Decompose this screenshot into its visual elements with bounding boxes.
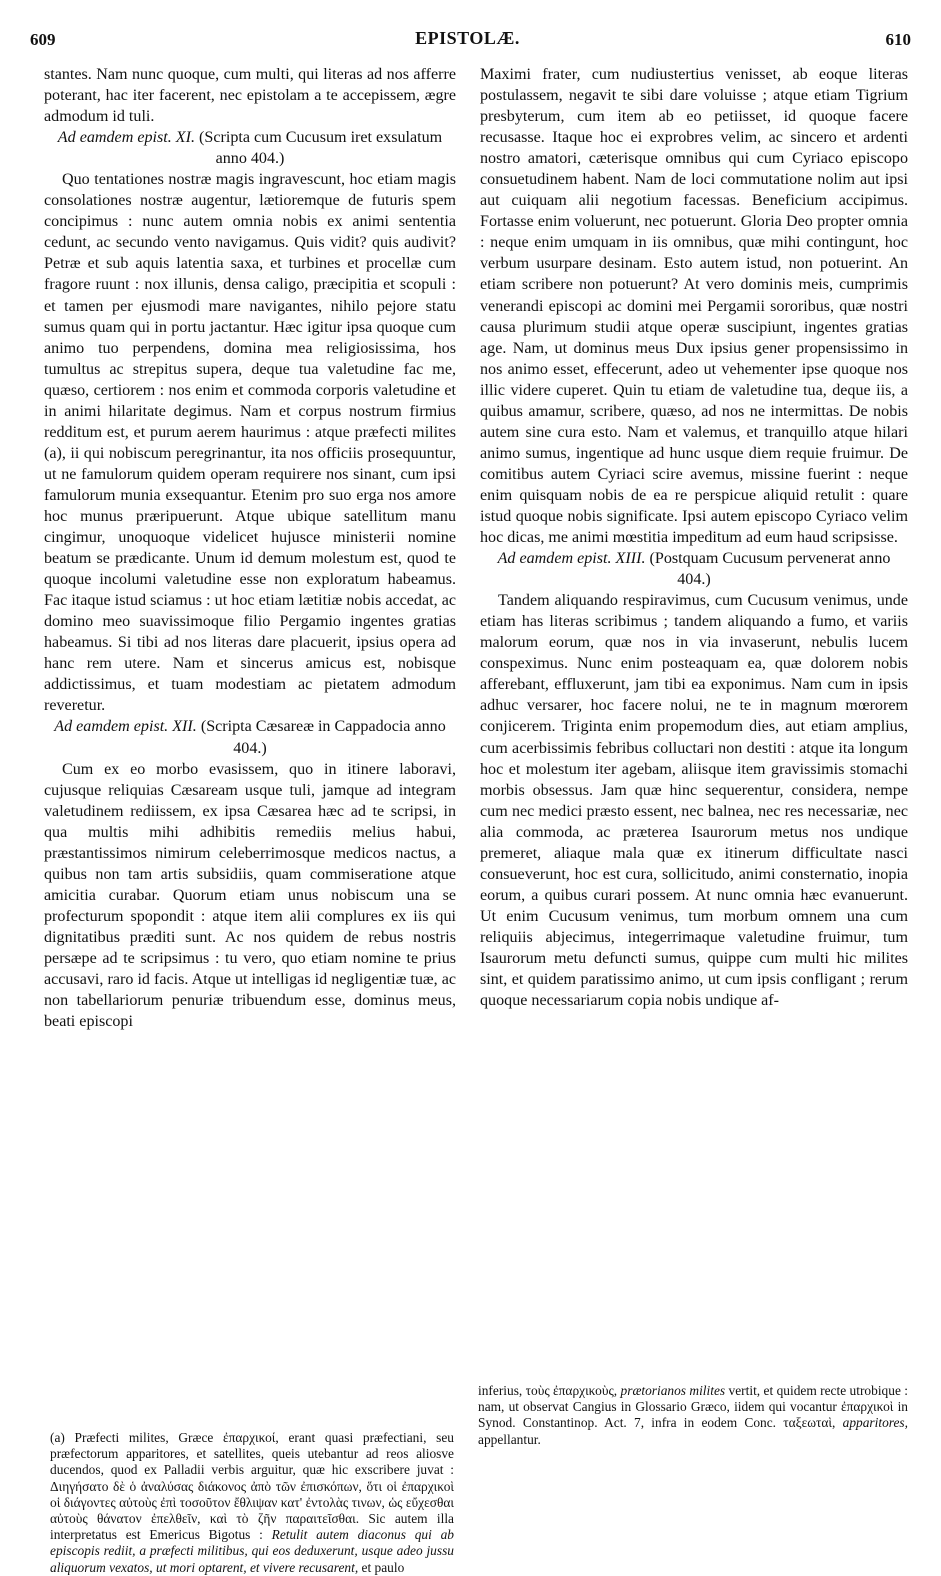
right-column xyxy=(480,64,908,1011)
paragraph: Tandem aliquando respiravimus, cum Cucusum venimus, unde etiam has literas scribimus ; tandem aliquando a fumo, et variis malorum eorum, quæ nos in via invaserunt, nebulis lucem conspeximus. Nunc enim posteaquam ea, quæ dolorem nobis afferebant, effluxerunt, jam tibi ea exponimus. Nam cum in ipsis adhuc versarer, hoc facere nolui, ne te in magnum mœrorem conjicerem. Triginta enim propemodum dies, aut etiam amplius, cum acerbissimis febribus colluctari non destiti : atque ita longum hoc et molestum iter agebam, aliisque item gravissimis stomachi morbis obsessus. Jam quæ hinc sequerentur, considera, nempe cum nec medici præsto essent, nec balnea, nec res necessariæ, nec alia commoda, ac præterea Isaurorum metus nos undique premeret, aliaque mala quæ ex itinerum difficultate nasci consueverunt, hoc est cura, sollicitudo, animi consternatio, inopia eorum, a quibus curari possem. At nunc omnia hæc evanuerunt. Ut enim Cucusum venimus, tum morbum omnem una cum reliquiis abjecimus, integerrimaque valetudine fruimur, tum Isaurorum metu defuncti sumus, quippe cum multi hic milites sint, et quidem paratissimo animo, ut cum ipsis confligant ; rerum quoque necessariarum copia nobis undique af- xyxy=(480,592,908,1010)
page-header xyxy=(24,26,911,56)
paragraph: Cum ex eo morbo evasissem, quo in itinere laboravi, cujusque reliquias Cæsaream usque tuli, jamque ad integram valetudinem rediissem, ex ipsa Cæsarea hæc ad te scripsi, in qua multis mihi adhibitis remediis melius habui, præstantissimos nimirum celeberrimosque medicos nactus, a quibus non tam artis subsidiis, quam commiseratione atque amicitia curabar. Quorum etiam unus nobiscum una se profecturum spopondit : atque item alii complures ex iis qui dignitatibus præditi sunt. Ac nos quidem de rebus nostris persæpe ad te scripsimus : tu vero, quo etiam nomine te prius accusavi, raro id facis. Atque ut intelligas id negligentiæ tuæ, ac non tabellariorum penuriæ tribuendum esse, dominus meus, beati episcopi xyxy=(44,760,456,1031)
footnote-text-end: et paulo xyxy=(361,1559,405,1575)
paragraph: Quo tentationes nostræ magis ingravescunt, hoc etiam magis consolationes nostræ augentur, lætioremque de futuris spem concipimus : nunc autem omnia nobis ex animi sententia cedunt, ac secundo vento navigamus. Quis vidit? quis audivit? Petræ et sub aquis latentia saxa, et turbines et procellæ cum fragore ruunt : nox illunis, densa caligo, præcipitia et scopuli : et tamen per ejusmodi mare navigantes, nihilo pejore statu sumus quam qui in portu jactantur. Hæc igitur ipsa quoque cum animo tuo perpendens, domina mea religiosissima, hos tumultus ac strepitus supera, deque tua valetudine fac me, quæso, certiorem : nos enim et commoda corporis valetudine et in animi hilaritate degimus. Nam et corpus nostrum firmius redditum est, et purum aerem haurimus : atque præfecti milites (a), ii qui nobiscum peregrinantur, ita nos officiis prosequuntur, ut ne famulorum quidem operam requirere nos sinant, cum ipsi famulorum munia exsequantur. Etenim pro suo erga nos amore hoc munus præripuerunt. Atque ubique satellitum manu cingimur, unoquoque videlicet hujusce ministerii nomine beatum se prædicante. Unum id demum molestum est, quod te quoque incolumi valetudine esse non exploratum habeamus. Fac itaque istud sciamus : ut hoc etiam lætitiæ nobis accedat, ac domino meo suavissimoque filio Pergamio ingentes gratias habeamus. Si tibi ad nos literas dare placuerit, ipsius opera ad hanc rem utere. Nam et sincerus amicus est, nobisque addictissimus, et tuam modestiam ac pietatem admodum reveretur. xyxy=(44,171,456,715)
heading-italic: Ad eamdem epist. XIII. xyxy=(497,550,646,568)
footnote-left xyxy=(50,1430,454,1576)
letter-heading xyxy=(44,716,456,758)
heading-italic: Ad eamdem epist. XII. xyxy=(54,718,197,736)
left-column xyxy=(44,64,456,1032)
heading-italic: Ad eamdem epist. XI. xyxy=(57,129,196,147)
footnote-text: vertit, et quidem recte utrobique : nam, ut observat Cangius in Glossario Græco, iidem qui vocantur ἐπαρχικοὶ in Synod. Constantinop. Act. 7, infra in eodem Conc. ταξεωταὶ, xyxy=(478,1383,908,1431)
page-number-left: 609 xyxy=(30,30,56,49)
paragraph: stantes. Nam nunc quoque, cum multi, qui literas ad nos afferre poterant, hac iter facerent, nec epistolam a te accepissem, ægre admodum id tuli. xyxy=(44,66,456,126)
letter-heading xyxy=(480,548,908,590)
heading-text: (Postquam Cucusum pervenerat anno 404.) xyxy=(649,550,891,589)
footnote-italic: prætorianos milites xyxy=(620,1383,726,1398)
page-number-right: 610 xyxy=(885,30,911,49)
footnote-italic: Retulit autem diaconus qui ab episcopis rediit, a præfecti militibus, qui eos deduxerunt, usque adeo jussu aliquorum vexatos, ut mori optarent, et vivere recusarent, xyxy=(50,1527,455,1575)
footnote-text: inferius, τοὺς ἐπαρχικοὺς, xyxy=(478,1383,618,1398)
letter-heading xyxy=(44,127,456,169)
heading-text: (Scripta Cæsareæ in Cappadocia anno 404.) xyxy=(200,718,446,757)
footnote-text: (a) Præfecti milites, Græce ἐπαρχικοί, erant quasi præfectiani, seu præfectorum apparitores, et satellites, queis utebantur ad reos aliosve ducendos, quod ex Palladii verbis arguitur, quæ hic exscribere juvat : Διηγήσατο δὲ ὁ ἀναλύσας διάκονος ἀπὸ τῶν ἐπισκόπων, ὅτι οἱ ἐπαρχικοὶ οἱ διάγοντες αὐτοὺς ἐπὶ τοσοῦτον ἔθλιψαν κατ' ἐντολὰς τινων, ὡς εὔχεσθαι αὐτοὺς θάνατον ἐπελθεῖν, καὶ τὸ ζῆν παραιτεῖσθαι. Sic autem illa interpretatus est Emericus Bigotus : xyxy=(50,1430,454,1543)
paragraph: Maximi frater, cum nudiustertius venisset, ab eoque literas postulassem, negavit te sibi dare voluisse ; atque etiam Tigrium presbyterum, cum item ab eo petiisset, id quoque facere recusasse. Itaque hoc ei exprobres velim, ac sincero et ardenti nostro amatori, cæterisque omnibus qui cum Cyriaco episcopo consuetudinem habent. Nam de loci commutatione nolim aut ipsi aut cuiquam alii negotium facessas. Beneficium accipimus. Fortasse enim voluerunt, nec potuerunt. Gloria Deo propter omnia : neque enim umquam in iis omnibus, quæ mihi contingunt, hoc verbum usurpare desinam. Esto autem istud, non potuerint. An etiam scribere non potuerunt? At vero dominis meis, cumprimis venerandi episcopi ac domini mei Pergamii sororibus, quæ nostri causa plurimum studii atque operæ suscipiunt, ingentes gratias age. Nam, ut dominus meus Dux ipsius gener propensissimo in nos animo esset, effecerunt, adeo ut vehementer ipse quoque nos illic videre cuperet. Quin tu etiam de valetudine tua, deque iis, a quibus amamur, scribere, quæso, ad nos ne intermittas. De nobis autem sine cura esto. Nam et valemus, et tranquillo atque hilari animo sumus, ingentique ad hunc usque diem requie fruimur. De comitibus autem Cyriaci scire avemus, missine fuerint : neque enim quisquam nobis de ea re perspicue aliquid retulit : quare istud quoque nobis significate. Ipsi autem episcopo Cyriaco velim hoc dicas, me animi mœstitia impeditum ad eum haud scripsisse. xyxy=(480,66,908,547)
running-title: EPISTOLÆ. xyxy=(415,28,520,48)
heading-text: (Scripta cum Cucusum iret exsulatum anno 404.) xyxy=(199,129,443,168)
footnote-right xyxy=(478,1383,908,1448)
footnote-text: appellantur. xyxy=(478,1431,541,1447)
footnote-italic: apparitores, xyxy=(842,1415,908,1431)
